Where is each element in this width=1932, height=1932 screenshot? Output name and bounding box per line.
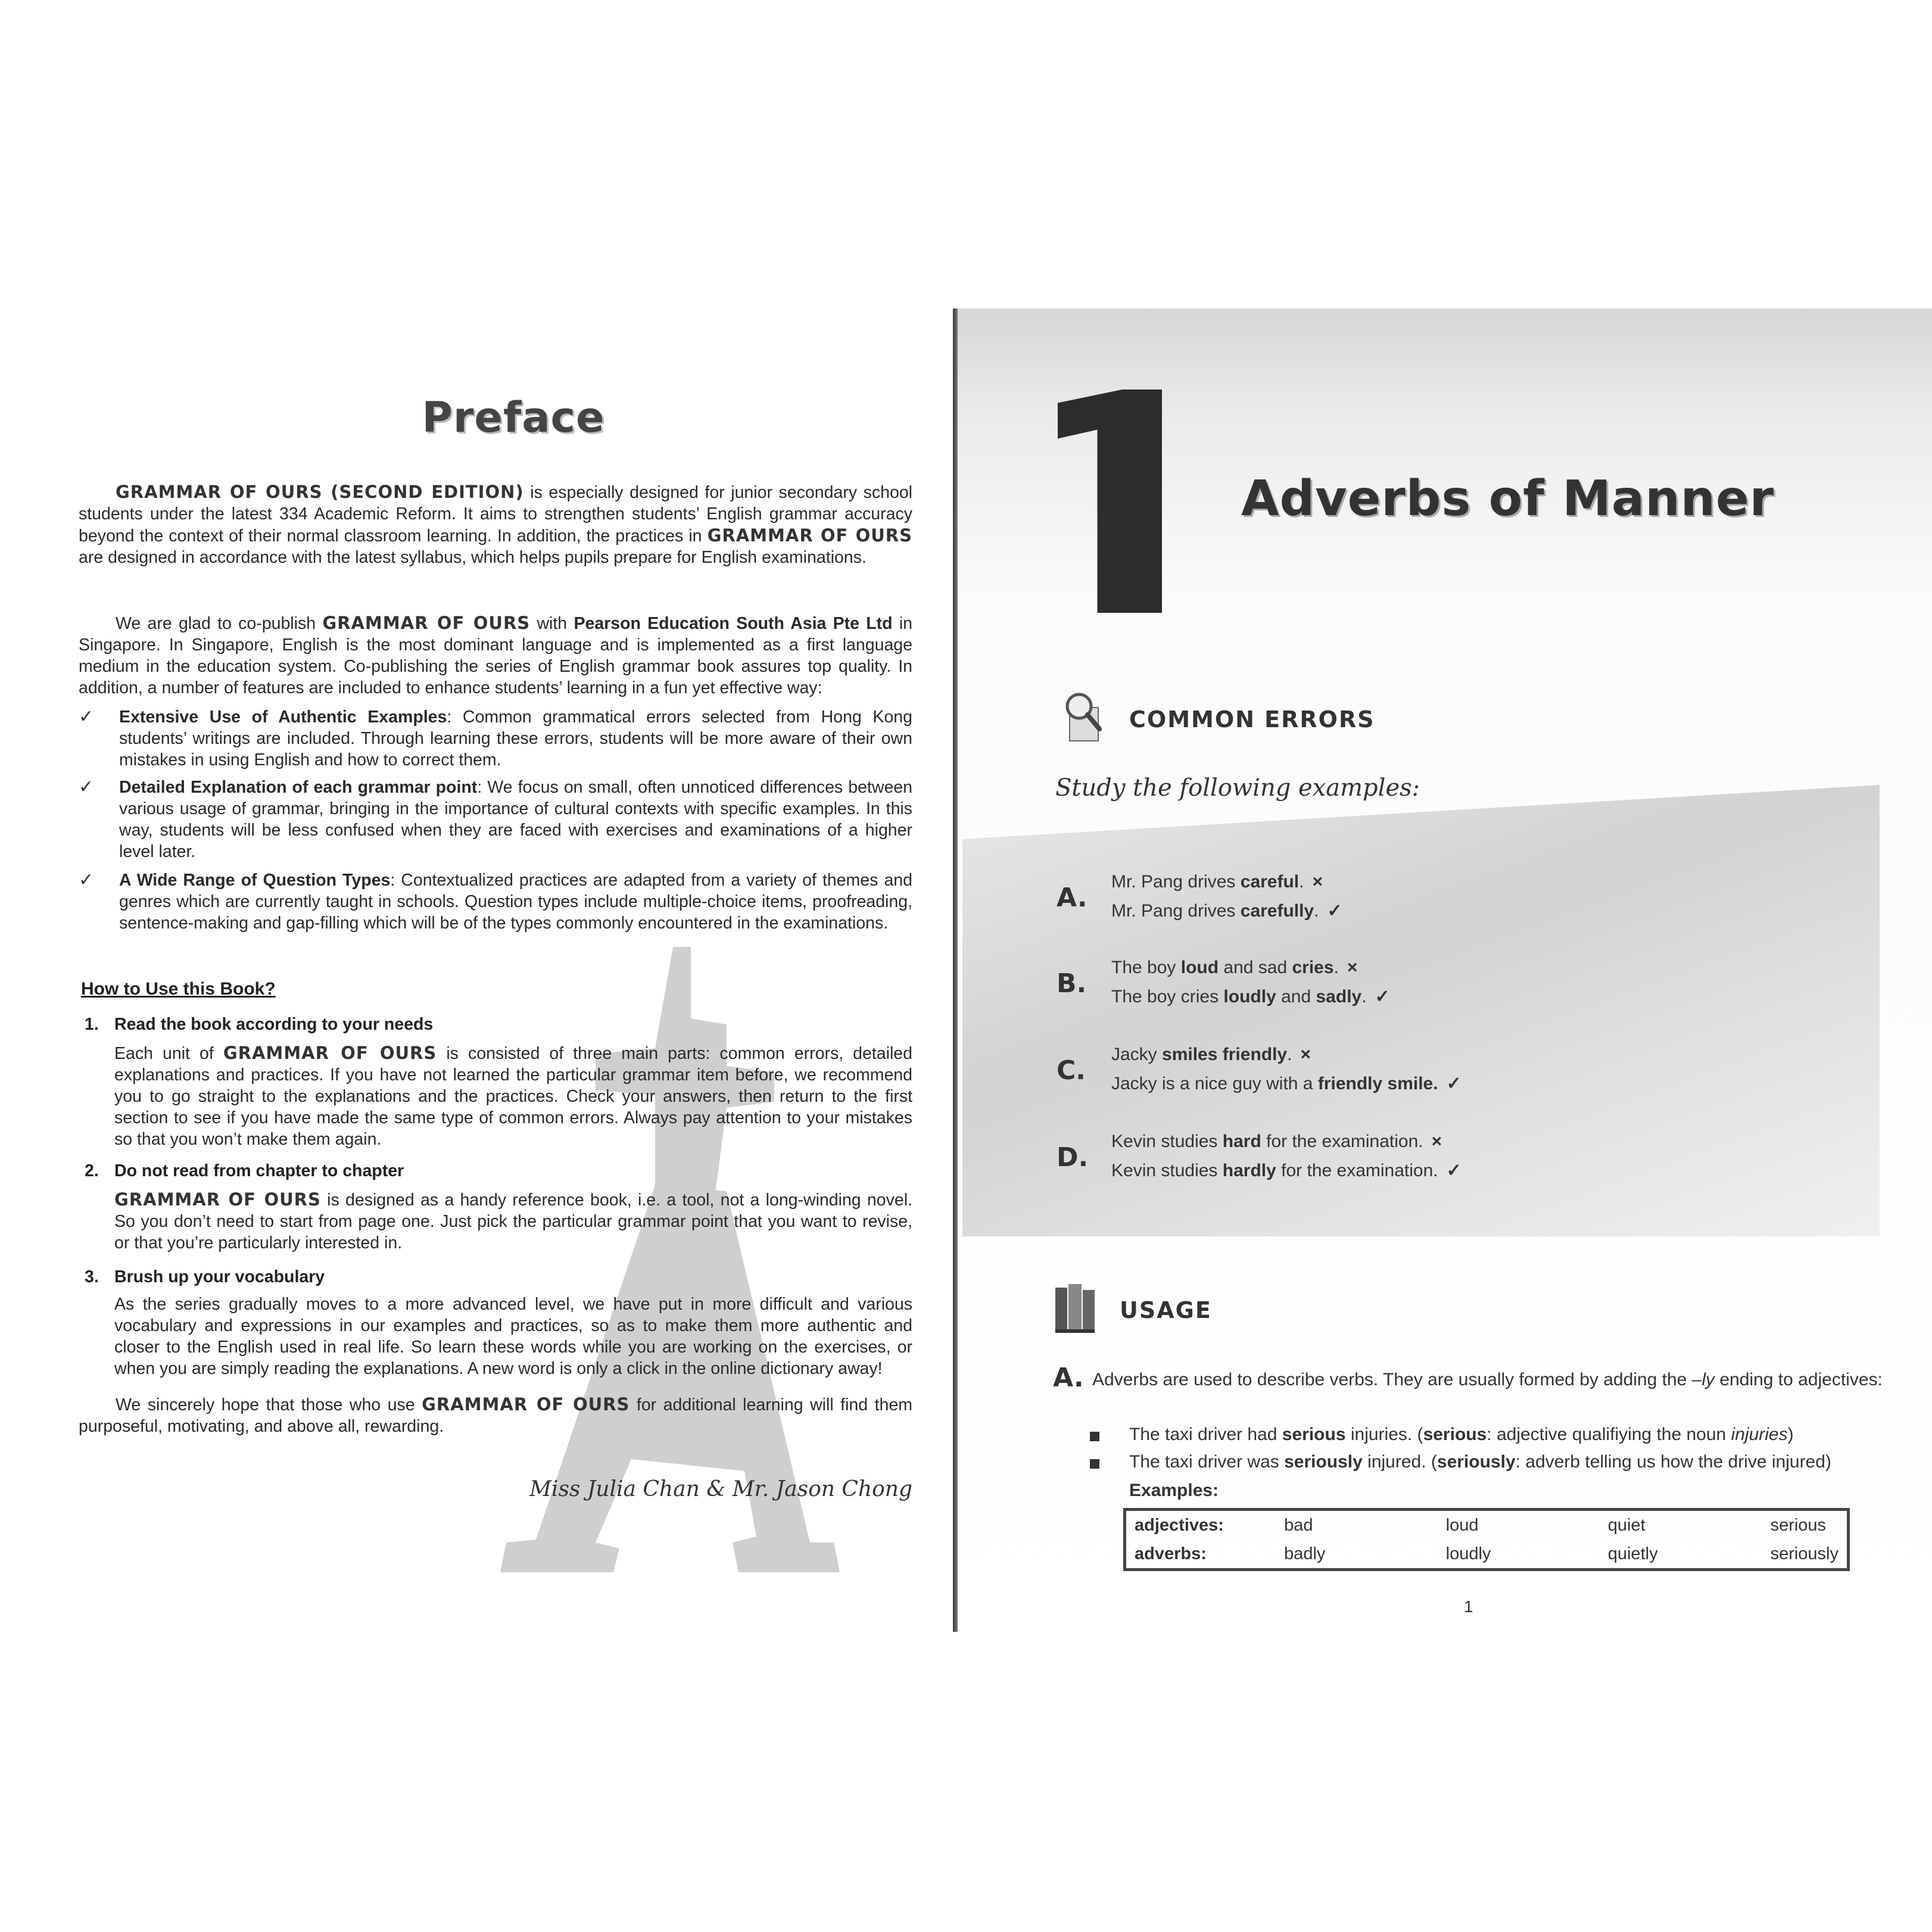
cross-icon: × [1431,1132,1442,1151]
row-label: adverbs: [1135,1544,1207,1563]
example-letter: A. [1057,883,1087,913]
step-text: is designed as a handy reference book, i.e. a tool, not a long-winding novel. So you don’t need to start from page one. Just pick the particular grammar point that you want to revise, or that you’re particularly interested in. [114,1191,912,1252]
table-cell: loudly [1445,1544,1491,1563]
row-label: adjectives: [1135,1515,1224,1535]
highlighted-word: hard [1222,1132,1261,1151]
books-icon [1053,1282,1101,1335]
correct-sentence [1111,1073,1462,1094]
bullet-icon [1090,1432,1099,1441]
highlighted-word: smiles friendly [1162,1045,1288,1064]
feature-body: : Contextualized practices are adapted from a variety of themes and genres which are currently taught in schools. Question types include multiple-choice items, proofreading, sentence-making and gap-filling which will be of the types commonly encountered in the examinations. [119,871,912,933]
suffix: –ly [1691,1370,1715,1389]
feature-text [119,777,912,862]
highlighted-word: carefully [1240,901,1314,921]
check-icon: ✓ [1446,1161,1462,1180]
sentence-text: for the examination. [1276,1161,1438,1180]
table-cell: loud [1445,1515,1479,1535]
paragraph-text: We are glad to co-publish [116,614,323,633]
correct-sentence [1111,900,1342,921]
bullet-italic: injuries [1731,1425,1788,1444]
step-number: 3. [85,1267,99,1286]
page-number: 1 [1464,1597,1473,1616]
sentence-text: The boy cries [1111,987,1224,1006]
step-number: 2. [85,1161,99,1180]
check-icon: ✓ [79,777,94,797]
correct-sentence [1111,986,1390,1007]
paragraph-text: is especially designed for junior secondary school students under the latest 334 Academic Reform. It aims to strengthen students’ English grammar accuracy beyond the context of their normal classroom learning. In addition, the practices in [79,483,912,546]
step-body [114,1042,912,1150]
how-to-use-heading: How to Use this Book? [81,979,276,999]
bullet-bold: serious [1282,1425,1346,1444]
highlighted-word: hardly [1222,1161,1276,1180]
book-title: GRAMMAR OF OURS [707,525,912,546]
bullet-text: ) [1825,1452,1831,1472]
usage-heading: USAGE [1120,1297,1212,1323]
sentence-text: Jacky is a nice guy with a [1111,1074,1318,1093]
bullet-text: : adverb telling us how the drive injured [1515,1452,1825,1472]
feature-heading: A Wide Range of Question Types [119,871,391,890]
example-letter: B. [1057,968,1087,999]
usage-letter: A. [1053,1363,1084,1393]
highlighted-word: cries [1292,958,1334,977]
sentence-text: and sad [1219,958,1292,977]
bullet-text: The taxi driver had [1129,1425,1282,1444]
usage-bullet [1129,1451,1831,1473]
check-icon: ✓ [1375,987,1390,1006]
check-icon: ✓ [79,707,94,727]
cross-icon: × [1312,872,1323,892]
chapter-title: Adverbs of Manner [1241,470,1775,527]
book-title: GRAMMAR OF OURS [114,1189,321,1210]
preface-title: Preface [422,393,605,442]
step-heading: Brush up your vocabulary [114,1267,325,1286]
bullet-text: : adjective qualifiying the noun [1487,1425,1731,1444]
bullet-bold: seriously [1436,1452,1516,1472]
paragraph-text: We sincerely hope that those who use [116,1395,422,1414]
cross-icon: × [1347,958,1358,977]
sentence-text: . [1287,1045,1292,1064]
book-title: GRAMMAR OF OURS [223,1043,437,1063]
bullet-text: The taxi driver was [1129,1452,1285,1472]
step-heading: Do not read from chapter to chapter [114,1161,404,1180]
book-title: GRAMMAR OF OURS [322,613,531,633]
paragraph-text: for additional learning will find them purposeful, motivating, and above all, rewarding. [79,1395,912,1436]
right-page [958,309,1932,1632]
paragraph-text: with [530,614,574,633]
sentence-text: Mr. Pang drives [1111,901,1241,921]
bullet-bold: seriously [1284,1452,1363,1472]
usage-explanation [1092,1369,1890,1391]
table-cell: bad [1284,1515,1313,1535]
cross-icon: × [1300,1045,1311,1064]
sentence-text: . [1361,987,1367,1006]
table-cell: serious [1770,1515,1827,1535]
closing-paragraph [79,1394,912,1437]
feature-heading: Detailed Explanation of each grammar point [119,778,478,797]
preface-paragraph-2 [79,612,912,699]
example-letter: C. [1057,1055,1086,1086]
usage-text: ending to adjectives: [1715,1370,1883,1389]
bullet-icon [1090,1459,1099,1469]
chapter-number-graphic [1058,389,1162,613]
step-heading: Read the book according to your needs [114,1015,434,1034]
highlighted-word: careful [1240,872,1300,892]
correct-sentence [1111,1160,1462,1181]
highlighted-word: loudly [1223,987,1276,1006]
check-icon: ✓ [1446,1074,1462,1093]
paragraph-text: in Singapore. In Singapore, English is the most dominant language and is implemented as a first language medium in the education system. Co-publishing the series of English grammar book assures top quality. In addition, a number of features are included to enhance students’ learning in a fun yet effective way: [79,614,912,697]
sentence-text: . [1314,901,1319,921]
study-prompt: Study the following examples: [1055,774,1420,802]
usage-text: Adverbs are used to describe verbs. They are usually formed by adding the [1092,1370,1692,1389]
highlighted-word: friendly smile. [1317,1074,1438,1093]
highlighted-word: sadly [1316,987,1362,1006]
examples-label: Examples: [1129,1481,1219,1500]
sentence-text: . [1333,958,1339,977]
step-body [114,1189,912,1254]
sentence-text: Kevin studies [1111,1161,1223,1180]
book-title: GRAMMAR OF OURS (SECOND EDITION) [116,482,524,502]
table-row [1125,1540,1849,1570]
incorrect-sentence [1111,1045,1311,1065]
example-letter: D. [1057,1142,1089,1173]
highlighted-word: loud [1180,958,1219,977]
table-cell: quiet [1607,1515,1646,1535]
sentence-text: Jacky [1111,1045,1163,1064]
sentence-text: Mr. Pang drives [1111,872,1241,892]
book-title: GRAMMAR OF OURS [422,1394,630,1414]
check-icon: ✓ [1327,901,1342,921]
common-errors-heading: COMMON ERRORS [1129,706,1375,733]
table-cell: seriously [1770,1544,1838,1563]
table-cell: badly [1284,1544,1326,1563]
feature-heading: Extensive Use of Authentic Examples [119,708,447,727]
sentence-text: and [1276,987,1316,1006]
step-text: is consisted of three main parts: common errors, detailed explanations and practices. If you have not learned the particular grammar item before, we recommend you to go straight to the explanations and the practices. Check your answers, then return to the first section to see if you have made the same type of common errors. Always pay attention to your mistakes so that you won’t make them again. [114,1044,913,1149]
incorrect-sentence [1111,1132,1442,1152]
feature-text [119,706,912,771]
bullet-bold: serious [1423,1425,1487,1444]
bullet-text: injured. ( [1362,1452,1437,1472]
bullet-text: injuries. ( [1345,1425,1423,1444]
step-text: As the series gradually moves to a more advanced level, we have put in more difficult and various vocabulary and expressions in our examples and practices, so as to make them more authentic and closer to the English used in real life. So learn these words while you are working on the exercises, or when you are simply reading the explanations. A new word is only a click in the online dictionary away! [114,1295,912,1378]
sentence-text: . [1299,872,1304,892]
sentence-text: Kevin studies [1111,1132,1223,1151]
usage-bullet [1129,1423,1794,1446]
check-icon: ✓ [79,870,94,890]
magnifier-icon [1060,690,1108,743]
paragraph-text: are designed in accordance with the latest syllabus, which helps pupils prepare for English examinations. [79,548,867,567]
bullet-text: ) [1787,1425,1794,1444]
sentence-text: for the examination. [1261,1132,1423,1151]
preface-paragraph-1 [79,481,912,568]
feature-body: : Common grammatical errors selected from Hong Kong students’ writings are included. Through learning these errors, students will be more aware of their own mistakes in using English and how to correct them. [119,708,912,769]
feature-text [119,870,912,934]
adjective-adverb-table [1123,1508,1850,1571]
publisher-name: Pearson Education South Asia Pte Ltd [574,614,893,633]
incorrect-sentence [1111,872,1323,892]
table-row [1125,1510,1849,1540]
incorrect-sentence [1111,958,1357,978]
feature-body: : We focus on small, often unnoticed differences between various usage of grammar, bringing in the importance of cultural contexts with specific examples. In this way, students will be less confused when they are faced with exercises and examinations of a higher level later. [119,778,913,861]
step-number: 1. [85,1015,99,1034]
author-signature: Miss Julia Chan & Mr. Jason Chong [529,1477,912,1501]
table-cell: quietly [1607,1544,1658,1563]
step-text: Each unit of [114,1044,223,1063]
step-body [114,1294,912,1379]
sentence-text: The boy [1111,958,1181,977]
